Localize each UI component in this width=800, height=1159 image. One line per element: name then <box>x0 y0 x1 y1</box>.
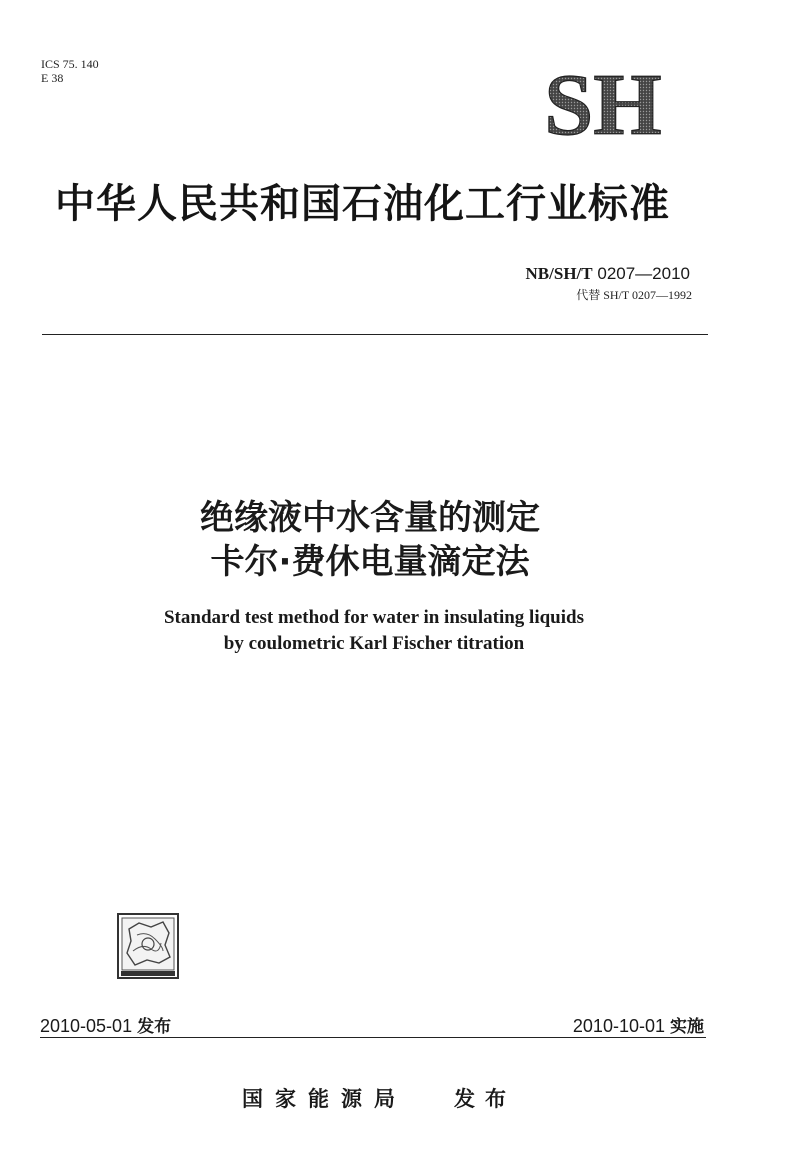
publish-date <box>40 1012 171 1037</box>
anti-counterfeit-seal <box>117 913 179 979</box>
ccs-code: E 38 <box>41 71 64 85</box>
publish-label: 发布 <box>137 1017 172 1037</box>
chinese-title-line-2: 卡尔·费休电量滴定法 <box>210 542 530 582</box>
issuing-organization: 国家能源局 <box>242 1087 407 1111</box>
replaces-standard: 代替 SH/T 0207—1992 <box>576 288 692 302</box>
chinese-title-line-1: 绝缘液中水含量的测定 <box>200 498 540 538</box>
standard-number-prefix: NB/SH/T <box>525 264 593 283</box>
ics-code: ICS 75. 140 <box>41 57 99 71</box>
footer-divider <box>40 1037 706 1038</box>
implementation-date-value: 2010-10-01 <box>572 1016 665 1036</box>
standard-number <box>526 264 690 284</box>
industry-standard-title: 中华人民共和国石油化工行业标准 <box>55 181 670 227</box>
issuing-action: 发布 <box>454 1087 516 1111</box>
sh-logo-text: SH <box>544 62 662 140</box>
implementation-date <box>573 1012 704 1037</box>
sh-logo <box>537 62 669 140</box>
standard-number-value: 0207—2010 <box>597 264 690 283</box>
english-title-line-1: Standard test method for water in insulating liquids <box>163 607 584 628</box>
classification-codes <box>41 57 99 85</box>
english-title-line-2: by coulometric Karl Fischer titration <box>223 633 525 654</box>
header-divider <box>42 334 708 335</box>
publish-date-value: 2010-05-01 <box>40 1016 133 1036</box>
implementation-label: 实施 <box>670 1017 704 1037</box>
